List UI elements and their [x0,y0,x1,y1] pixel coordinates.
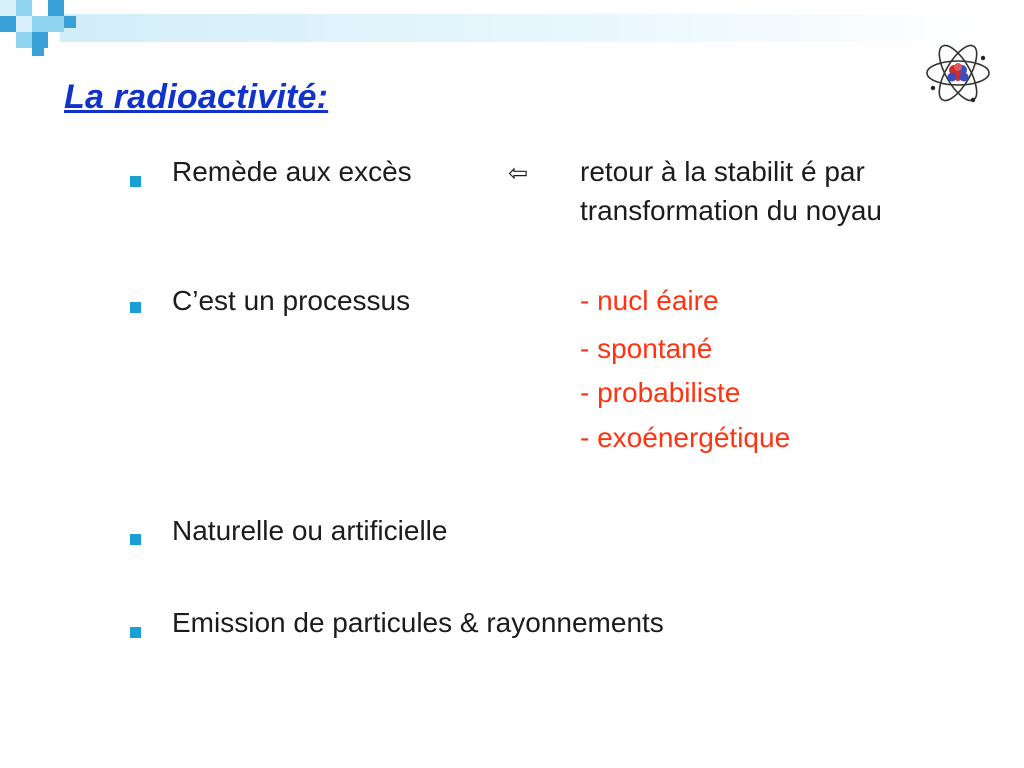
bullet-1-label: Remède aux excès [172,156,412,187]
square-bullet-icon [130,534,141,545]
bullet-2-label: C’est un processus [172,285,411,316]
bullet-2-detail-line-3: - probabiliste [580,377,741,408]
bullet-1-detail-line-1: retour à la stabilit é par [580,156,865,187]
bullet-1-detail-line-2: transformation du noyau [580,195,882,226]
bullet-4-label: Emission de particules & rayonnements [172,607,664,638]
left-arrow-icon: ⇦ [508,160,529,187]
atom-icon [921,36,995,110]
header-band [60,14,990,42]
bullet-2-detail-line-2: - spontané [580,333,713,364]
bullet-2-detail-line-1: - nucl éaire [580,285,719,316]
square-bullet-icon [130,176,141,187]
bullet-3-label: Naturelle ou artificielle [172,515,448,546]
bullet-2-detail-line-4: - exoénergétique [580,422,791,453]
square-bullet-icon [130,627,141,638]
square-bullet-icon [130,302,141,313]
checker-squares-decoration [0,0,80,64]
slide-title: La radioactivité: [64,78,329,116]
